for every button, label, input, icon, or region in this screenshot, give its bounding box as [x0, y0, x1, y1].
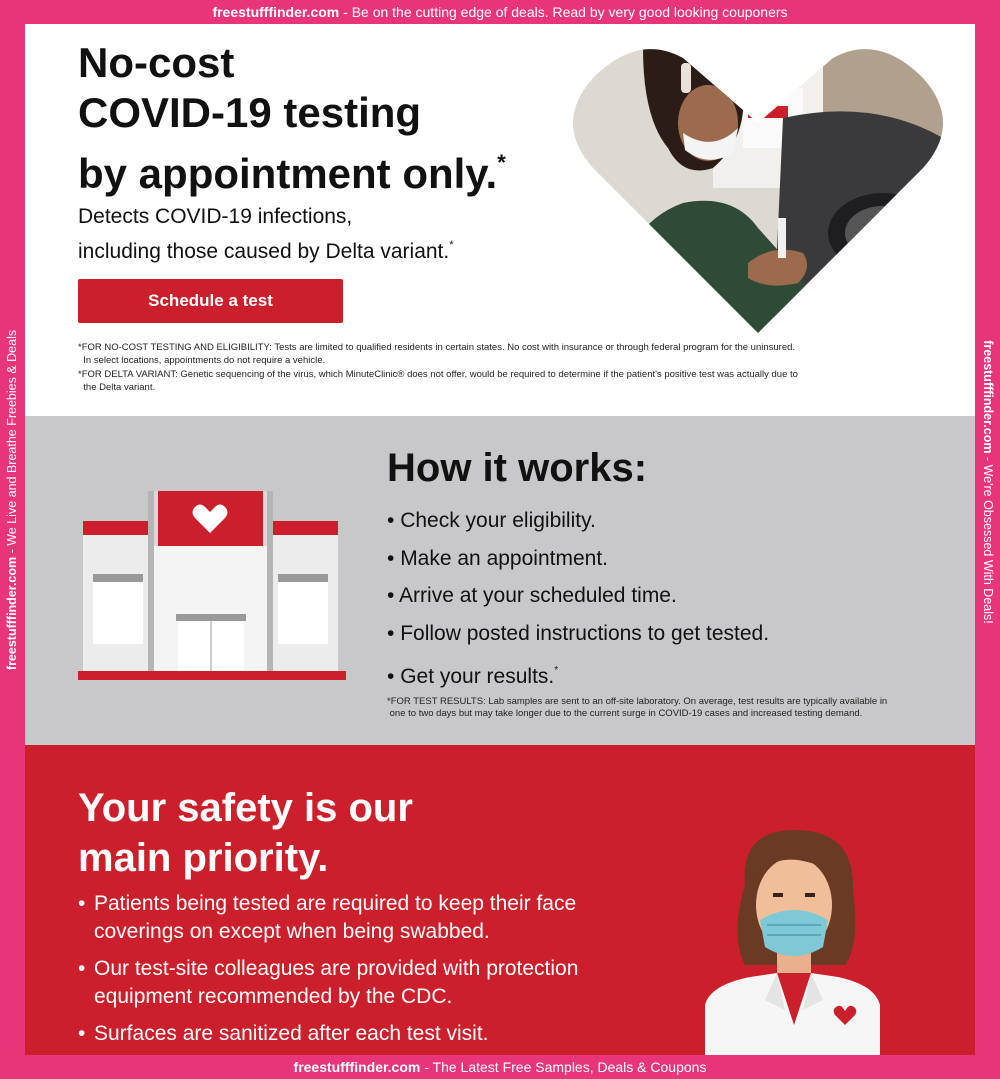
bottom-banner-site[interactable]: freestufffinder.com: [293, 1059, 421, 1075]
headline-line-1: No-cost: [78, 39, 235, 86]
step-item: • Check your eligibility.: [387, 506, 769, 544]
masked-clinician-illustration: [705, 825, 880, 1055]
hero-subhead: [78, 202, 558, 266]
bottom-banner-tagline: - The Latest Free Samples, Deals & Coupons: [420, 1059, 707, 1075]
step-item: • Arrive at your scheduled time.: [387, 581, 769, 619]
how-it-works-steps: [387, 506, 769, 694]
clinic-building-illustration: [78, 486, 346, 686]
footnote-eligibility-line-1: *FOR NO-COST TESTING AND ELIGIBILITY: Tests are limited to qualified residents in certain states. No cost with insurance or through federal program for the uninsured.: [78, 342, 796, 353]
test-results-footnote-line-1: *FOR TEST RESULTS: Lab samples are sent to an off-site laboratory. On average, test results are typically available in: [387, 696, 888, 707]
top-banner-tagline: - Be on the cutting edge of deals. Read by very good looking couponers: [339, 4, 788, 20]
safety-item: • Patients being tested are required to keep their face coverings on except when being swabbed.: [78, 890, 638, 946]
subhead-line-1: Detects COVID-19 infections,: [78, 205, 353, 228]
footnote-delta: [78, 369, 908, 394]
footnote-delta-line-2: the Delta variant.: [83, 381, 156, 393]
right-banner-site[interactable]: freestufffinder.com: [981, 340, 995, 454]
test-results-footnote: [387, 696, 947, 720]
footnote-eligibility-line-2: In select locations, appointments do not require a vehicle.: [83, 354, 326, 366]
ad-content: [25, 24, 975, 1055]
bottom-banner: [0, 1055, 1000, 1079]
headline-line-2: COVID-19 testing: [78, 89, 422, 136]
headline-line-3: by appointment only.: [78, 150, 498, 197]
hero-headline: [78, 38, 578, 199]
drive-thru-testing-photo: [573, 28, 943, 338]
right-banner-tagline: - We're Obsessed With Deals!: [981, 453, 995, 624]
safety-item: • Surfaces are sanitized after each test visit.: [78, 1020, 638, 1048]
left-banner-site[interactable]: freestufffinder.com: [5, 556, 19, 671]
safety-item: • Our test-site colleagues are provided with protection equipment recommended by the CDC.: [78, 955, 638, 1011]
subhead-line-2: including those caused by Delta variant.: [78, 240, 450, 263]
step-results-asterisk: *: [554, 665, 559, 676]
step-item: • Make an appointment.: [387, 544, 769, 582]
safety-title: [78, 783, 518, 883]
step-item-results: [387, 656, 769, 694]
how-it-works-title: How it works:: [387, 446, 648, 490]
test-results-footnote-line-2: one to two days but may take longer due to the current surge in COVID-19 cases and increased testing demand.: [389, 708, 863, 719]
footnote-eligibility: [78, 342, 908, 367]
hero-footnotes: [78, 342, 908, 396]
headline-asterisk: *: [497, 150, 506, 175]
step-results-text: Get your results.: [400, 665, 555, 688]
top-banner-site[interactable]: freestufffinder.com: [212, 4, 340, 20]
right-banner: [981, 340, 995, 623]
top-banner: [0, 0, 1000, 24]
footnote-delta-line-1: *FOR DELTA VARIANT: Genetic sequencing of the virus, which MinuteClinic® does not offer, would be required to determine if the patient's positive test was actually due to: [78, 369, 798, 380]
safety-section: [25, 745, 975, 1055]
left-banner-tagline: - We Live and Breathe Freebies & Deals: [5, 329, 19, 557]
step-item: • Follow posted instructions to get tested.: [387, 619, 769, 657]
safety-list: [78, 890, 638, 1055]
safety-title-line-2: main priority.: [78, 836, 329, 880]
left-banner: [5, 330, 19, 670]
safety-title-line-1: Your safety is our: [78, 786, 413, 830]
schedule-test-button[interactable]: Schedule a test: [78, 279, 343, 323]
subhead-asterisk: *: [449, 239, 454, 251]
how-it-works-section: [25, 416, 975, 745]
hero-section: [25, 24, 975, 416]
